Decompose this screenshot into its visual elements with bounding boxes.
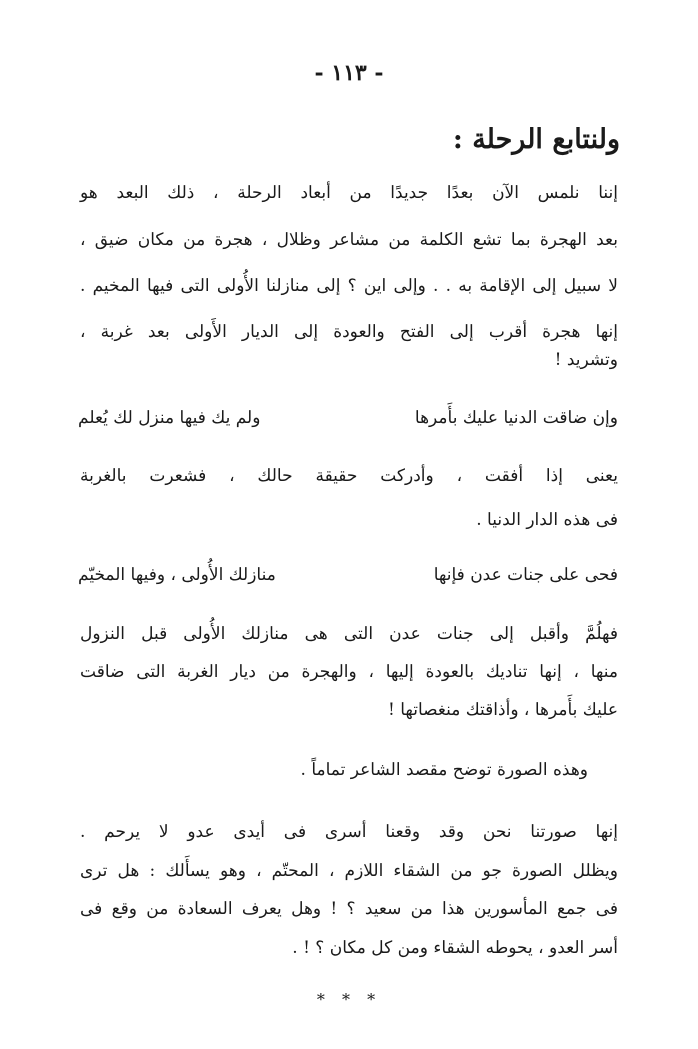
paragraph-line: لا سبيل إلى الإقامة به . . وإلى اين ؟ إلى منازلنا الأُولى التى فيها المخيم . <box>80 276 618 296</box>
paragraph-line: فى جمع المأسورين هذا من سعيد ؟ ! وهل يعرف السعادة من وقع فى <box>80 899 618 919</box>
paragraph-line: عليك بأَمرها ، وأذاقتك منغصاتها ! <box>387 700 618 720</box>
paragraph-line: يعنى إذا أفقت ، وأدركت حقيقة حالك ، فشعرت بالغربة <box>80 466 618 486</box>
paragraph-line: بعد الهجرة بما تشع الكلمة من مشاعر وظلال ، هجرة من مكان ضيق ، <box>80 230 618 250</box>
paragraph-line: فهلُمَّ وأقبل إلى جنات عدن التى هى منازلك الأُولى قبل النزول <box>80 624 618 644</box>
verse-second-hemistich: منازلك الأُولى ، وفيها المخيّم <box>78 565 276 585</box>
section-heading: ولنتابع الرحلة : <box>452 124 620 155</box>
paragraph-line: ويظلل الصورة جو من الشقاء اللازم ، المحتّم ، وهو يسأَلك : هل ترى <box>80 861 618 881</box>
verse-first-hemistich: فحى على جنات عدن فإنها <box>433 565 618 585</box>
page-number: - ١١٣ - <box>314 60 384 86</box>
paragraph-line: إننا نلمس الآن بعدًا جديدًا من أبعاد الرحلة ، ذلك البعد هو <box>80 183 618 203</box>
verse-line <box>78 565 618 585</box>
paragraph-line: وتشريد ! <box>554 350 618 370</box>
section-separator: * * * <box>316 990 382 1009</box>
paragraph-line: منها ، إنها تناديك بالعودة إليها ، والهجرة من ديار الغربة التى ضاقت <box>80 662 618 682</box>
paragraph-line: إنها صورتنا نحن وقد وقعنا أسرى فى أيدى عدو لا يرحم . <box>80 822 618 842</box>
verse-second-hemistich: ولم يك فيها منزل لك يُعلم <box>78 408 261 428</box>
paragraph-line: فى هذه الدار الدنيا . <box>476 510 618 530</box>
verse-first-hemistich: وإن ضاقت الدنيا عليك بأَمرها <box>414 408 618 428</box>
paragraph-line: وهذه الصورة توضح مقصد الشاعر تماماً . <box>300 760 588 780</box>
paragraph-line: أسر العدو ، يحوطه الشقاء ومن كل مكان ؟ ! . <box>292 938 618 958</box>
paragraph-line: إنها هجرة أقرب إلى الفتح والعودة إلى الديار الأَولى بعد غربة ، <box>80 322 618 342</box>
verse-line <box>78 408 618 428</box>
